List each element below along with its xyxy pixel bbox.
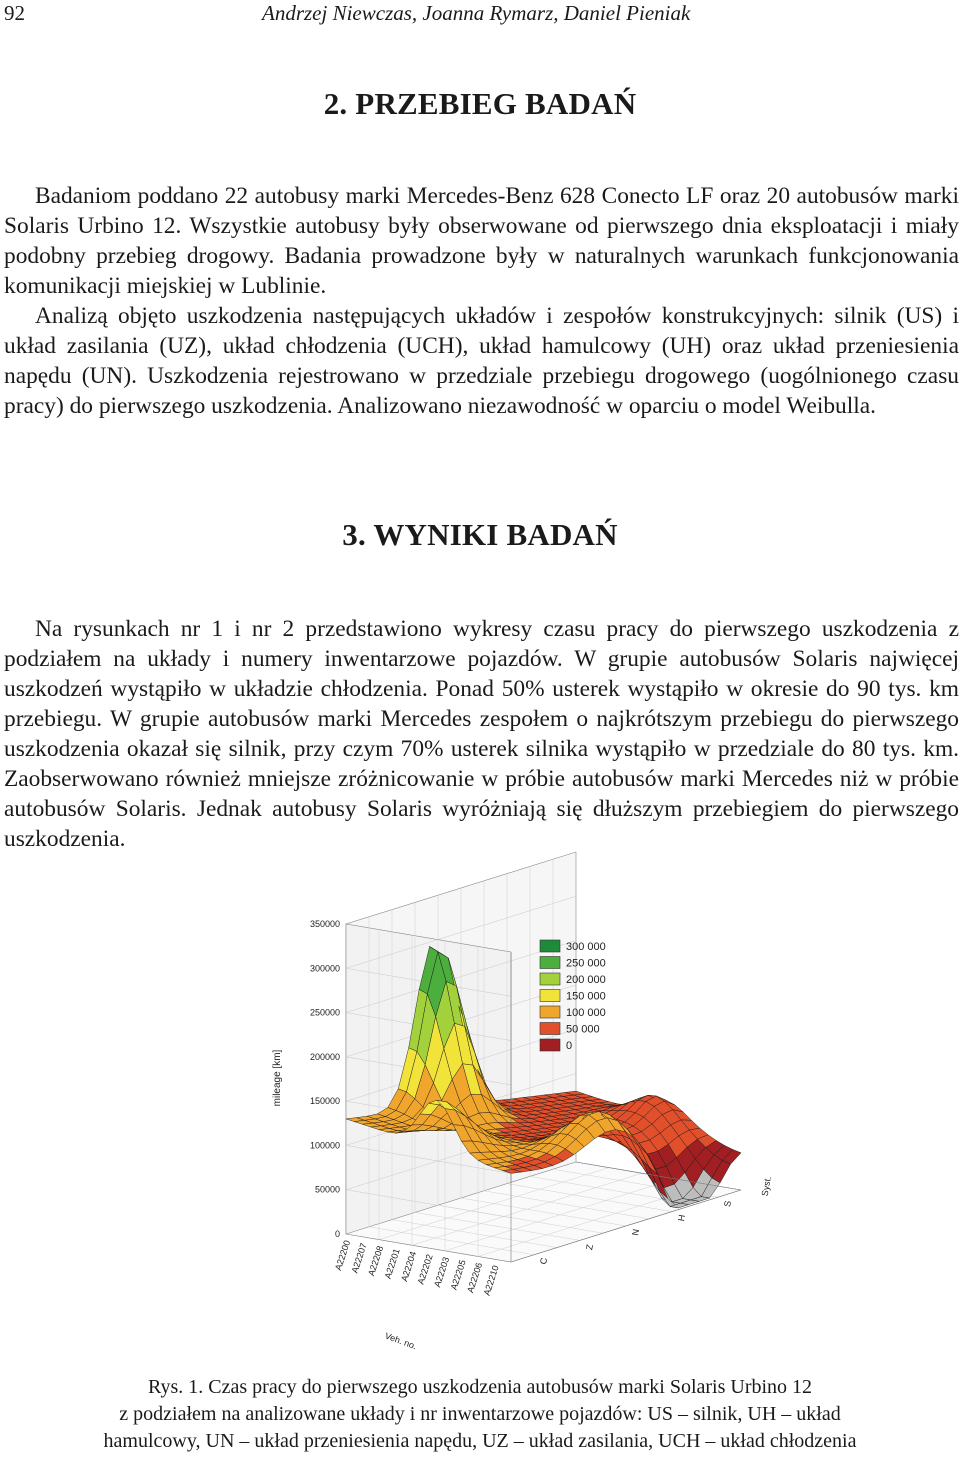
figure-surface-plot xyxy=(258,908,774,1356)
y-tick-label: A22210 xyxy=(481,1264,501,1297)
z-tick-label: 150000 xyxy=(309,1096,340,1107)
caption-line-3: hamulcowy, UN – układ przeniesienia napędu, UZ – układ zasilania, UCH – układ chłodzenia xyxy=(103,1430,857,1452)
z-tick-label: 200000 xyxy=(309,1051,340,1062)
x-tick-label: H xyxy=(676,1213,688,1222)
section-3-heading: 3. WYNIKI BADAŃ xyxy=(342,517,618,552)
section-2-paragraph-2: Analizą objęto uszkodzenia następujących układów i zespołów konstrukcyjnych: silnik (US) i układ zasilania (UZ), układ chłodzenia (UCH), układ hamulcowy (UH) oraz układ przeniesienia napędu (UN). Uszkodzenia rejestrowano w przedziale przebiegu drogowego (uogólnionego czasu pracy) do pierwszego uszkodzenia. Analizowano niezawodność w oparciu o model Weibulla. xyxy=(4,303,959,419)
y-tick-label: A22202 xyxy=(415,1252,435,1286)
x-tick-label: C xyxy=(538,1257,550,1266)
surface-plot-svg xyxy=(258,908,774,1356)
section-3-paragraph-1: Na rysunkach nr 1 i nr 2 przedstawiono wykresy czasu pracy do pierwszego uszkodzenia z podziałem na układy i numery inwentarzowe pojazdów. W grupie autobusów Solaris najwięcej uszkodzeń wystąpiło w układzie chłodzenia. Ponad 50% usterek wystąpiło w okresie do 90 tys. km przebiegu. W grupie autobusów marki Mercedes zespołem o najkrótszym przebiegu do pierwszego uszkodzenia okazał się silnik, przy czym 70% usterek silnika wystąpiło w przedziale do 80 tys. km. Zaobserwowano również mniejsze zróżnicowanie w próbie autobusów marki Mercedes niż w próbie autobusów Solaris. Jednak autobusy Solaris wyróżniają się dłuższym przebiegiem do pierwszego uszkodzenia. xyxy=(4,616,959,852)
y-tick-label: A22206 xyxy=(465,1261,485,1294)
z-tick-label: 0 xyxy=(334,1229,340,1239)
y-tick-label: A22200 xyxy=(333,1238,353,1272)
z-axis-label: mileage [km] xyxy=(272,1049,283,1107)
y-tick-label: A22207 xyxy=(349,1241,369,1275)
y-tick-label: A22208 xyxy=(366,1244,386,1278)
legend-label: 100 000 xyxy=(566,1007,606,1019)
x-tick-label: Z xyxy=(584,1243,595,1251)
section-2-body xyxy=(4,181,959,421)
y-tick-label: A22203 xyxy=(432,1255,452,1289)
x-tick-label: N xyxy=(630,1228,642,1237)
legend-swatch xyxy=(540,973,560,985)
z-tick-label: 250000 xyxy=(309,1007,340,1018)
y-tick-label: A22205 xyxy=(448,1258,468,1292)
z-tick-label: 300000 xyxy=(309,963,340,974)
running-head-authors: Andrzej Niewczas, Joanna Rymarz, Daniel Pieniak xyxy=(262,1,691,25)
page-number: 92 xyxy=(4,1,25,25)
legend-swatch xyxy=(540,1023,560,1035)
legend-label: 300 000 xyxy=(566,941,606,953)
z-tick-label: 350000 xyxy=(309,919,340,929)
x-tick-label: S xyxy=(722,1199,734,1208)
caption-line-1: Rys. 1. Czas pracy do pierwszego uszkodzenia autobusów marki Solaris Urbino 12 xyxy=(147,1376,813,1398)
y-tick-label: A22201 xyxy=(382,1247,402,1280)
caption-line-2: z podziałem na analizowane układy i nr inwentarzowe pojazdów: US – silnik, UH – układ xyxy=(119,1403,841,1425)
section-2-heading: 2. PRZEBIEG BADAŃ xyxy=(323,86,637,121)
legend-swatch xyxy=(540,940,560,952)
figure-caption xyxy=(0,1374,960,1455)
legend-label: 50 000 xyxy=(566,1023,600,1036)
legend-label: 250 000 xyxy=(566,957,606,970)
legend-swatch xyxy=(540,1039,560,1051)
section-3-body xyxy=(4,614,959,854)
legend-label: 200 000 xyxy=(566,974,606,986)
page-header xyxy=(0,0,960,30)
y-tick-label: A22204 xyxy=(399,1250,419,1283)
y-axis-label: Veh. no. xyxy=(383,1330,419,1352)
legend-swatch xyxy=(540,1006,560,1018)
legend-swatch xyxy=(540,990,560,1002)
legend-swatch xyxy=(540,957,560,969)
legend-label: 0 xyxy=(566,1040,573,1052)
z-tick-label: 50000 xyxy=(314,1184,340,1195)
z-tick-label: 100000 xyxy=(309,1140,340,1151)
legend-label: 150 000 xyxy=(566,990,606,1003)
section-2-paragraph-1: Badaniom poddano 22 autobusy marki Mercedes-Benz 628 Conecto LF oraz 20 autobusów marki Solaris Urbino 12. Wszystkie autobusy były obserwowane od pierwszego dnia eksploatacji i miały podobny przebieg drogowy. Badania prowadzone były w naturalnych warunkach funkcjonowania komunikacji miejskiej w Lublinie. xyxy=(4,183,959,299)
x-axis-label: Syst. xyxy=(759,1175,774,1197)
